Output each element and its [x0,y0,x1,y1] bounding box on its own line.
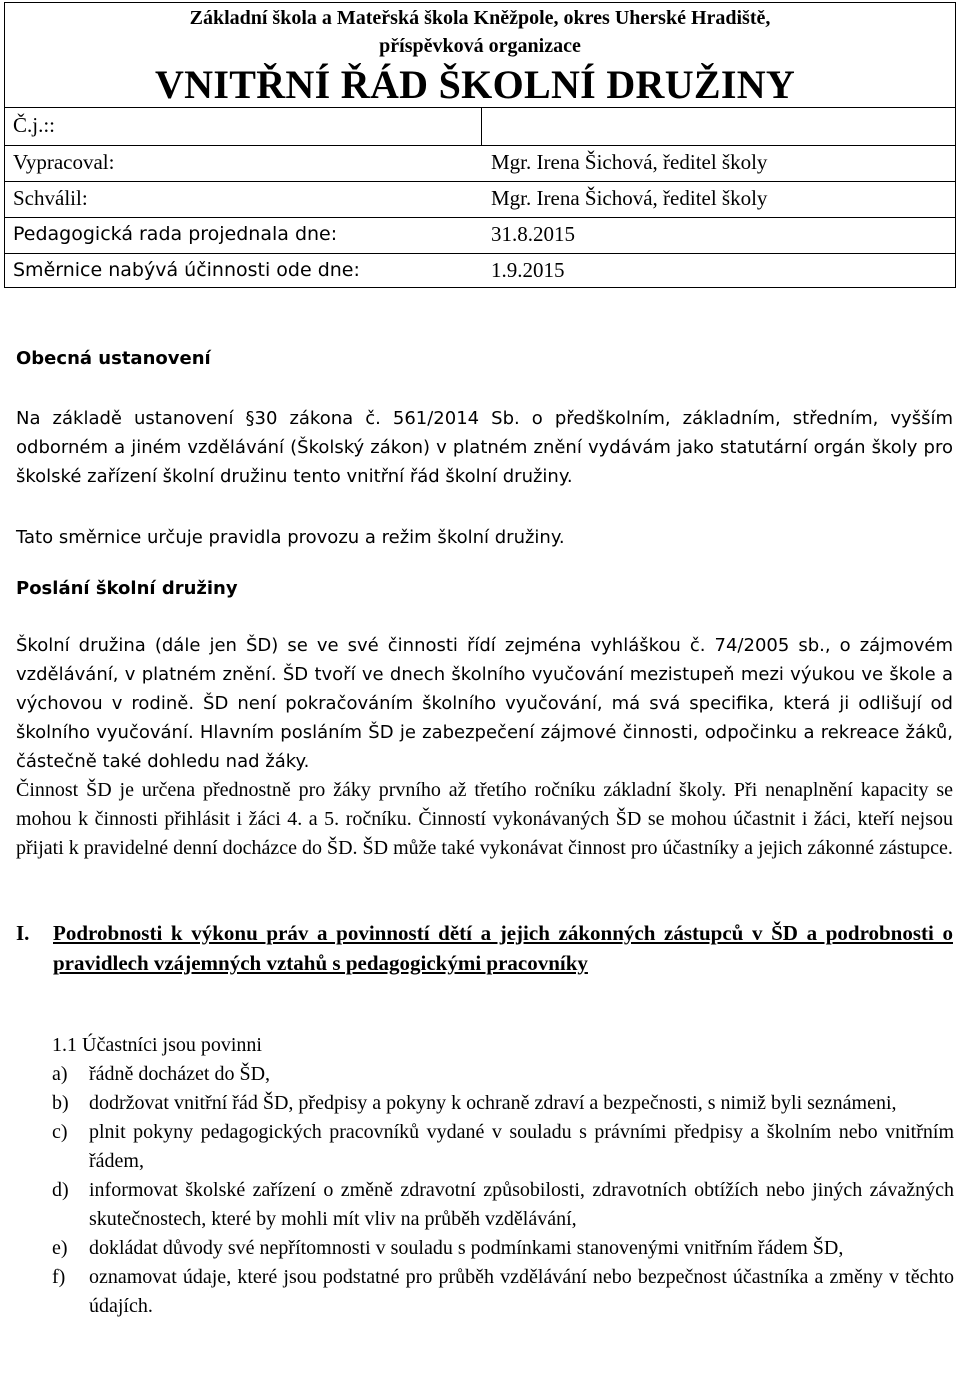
table-divider [5,181,955,182]
council-date-value: 31.8.2015 [491,222,575,246]
list-item-text: informovat školské zařízení o změně zdravotní způsobilosti, zdravotních obtížích nebo jiných závažných skutečnostech, které by mohli mít vliv na průběh vzdělávání, [89,1179,954,1230]
participants-duties [52,1031,954,1321]
table-divider [5,217,955,218]
effective-date-value: 1.9.2015 [491,258,565,282]
school-name-line1: Základní škola a Mateřská škola Kněžpole, okres Uherské Hradiště, [189,7,771,29]
duties-list [52,1060,954,1321]
list-item-text: oznamovat údaje, které jsou podstatné pro průběh vzdělávání nebo bezpečnost účastníka a změny v těchto údajích. [89,1266,954,1317]
list-item [52,1089,954,1118]
list-marker: f) [52,1266,66,1288]
directive-purpose-paragraph: Tato směrnice určuje pravidla provozu a režim školní družiny. [16,527,565,548]
mission-paragraph-2: Činnost ŠD je určena přednostně pro žáky prvního až třetího ročníku základní školy. Při nenaplnění kapacity se mohou k činnosti přihlásit i žáci 4. a 5. ročníku. Činností vykonávaných ŠD se mohou účastnit i žáci, kteří nejsou přijati k pravidelné denní docházce do ŠD. ŠD může také vykonávat činnost pro účastníky a jejich zákonné zástupce. [16,779,953,859]
duties-subheading: 1.1 Účastníci jsou povinni [52,1034,262,1056]
general-provisions-heading: Obecná ustanovení [16,348,211,369]
list-marker: d) [52,1179,69,1201]
prepared-by-label: Vypracoval: [13,150,115,174]
mission-heading: Poslání školní družiny [16,578,238,599]
list-item [52,1060,954,1089]
mission-paragraph [16,631,953,863]
approved-by-label: Schválil: [13,186,88,210]
section-number: I. [16,921,30,945]
section-title: Podrobnosti k výkonu práv a povinností dětí a jejich zákonných zástupců v ŠD a podrobnosti o pravidlech vzájemných vztahů s pedagogickými pracovníky [53,921,953,975]
document-header-table [4,2,956,288]
school-name-line2: příspěvková organizace [379,35,581,57]
list-item-text: řádně docházet do ŠD, [89,1063,271,1085]
approved-by-value: Mgr. Irena Šichová, ředitel školy [491,186,768,210]
effective-date-label: Směrnice nabývá účinnosti ode dne: [13,259,360,281]
list-item-text: plnit pokyny pedagogických pracovníků vydané v souladu s právními předpisy a školním nebo vnitřním řádem, [89,1121,954,1172]
list-item [52,1118,954,1176]
list-marker: e) [52,1237,68,1259]
list-marker: a) [52,1063,68,1085]
mission-paragraph-text: Školní družina (dále jen ŠD) se ve své činnosti řídí zejména vyhláškou č. 74/2005 sb., o zájmovém vzdělávání, v platném znění. ŠD tvoří ve dnech školního vyučování mezistupeň mezi výukou ve škole a výchovou v rodině. ŠD není pokračováním školního vyučování, má svá specifika, která ji odlišují od školního vyučování. Hlavním posláním ŠD je zabezpečení zájmové činnosti, odpočinku a rekreace žáků, částečně také dohledu nad žáky. [16,635,953,772]
table-divider [5,253,955,254]
list-marker: c) [52,1121,68,1143]
document-title: VNITŘNÍ ŘÁD ŠKOLNÍ DRUŽINY [155,62,796,107]
council-date-label: Pedagogická rada projednala dne: [13,223,338,245]
general-provisions-paragraph: Na základě ustanovení §30 zákona č. 561/2014 Sb. o předškolním, základním, středním, vyšším odborném a jiném vzdělávání (Školský zákon) v platném znění vydávám jako statutární orgán školy pro školské zařízení školní družinu tento vnitřní řád školní družiny. [16,408,953,487]
list-item-text: dodržovat vnitřní řád ŠD, předpisy a pokyny k ochraně zdraví a bezpečnosti, s nimiž byli seznámeni, [89,1092,897,1114]
ref-number-label: Č.j.:: [13,113,56,137]
table-divider [481,107,482,145]
list-item-text: dokládat důvody své nepřítomnosti v souladu s podmínkami stanovenými vnitřním řádem ŠD, [89,1237,844,1259]
list-marker: b) [52,1092,69,1114]
list-item [52,1176,954,1234]
list-item [52,1263,954,1321]
list-item [52,1234,954,1263]
table-divider [5,145,955,146]
prepared-by-value: Mgr. Irena Šichová, ředitel školy [491,150,768,174]
table-divider [5,107,955,108]
